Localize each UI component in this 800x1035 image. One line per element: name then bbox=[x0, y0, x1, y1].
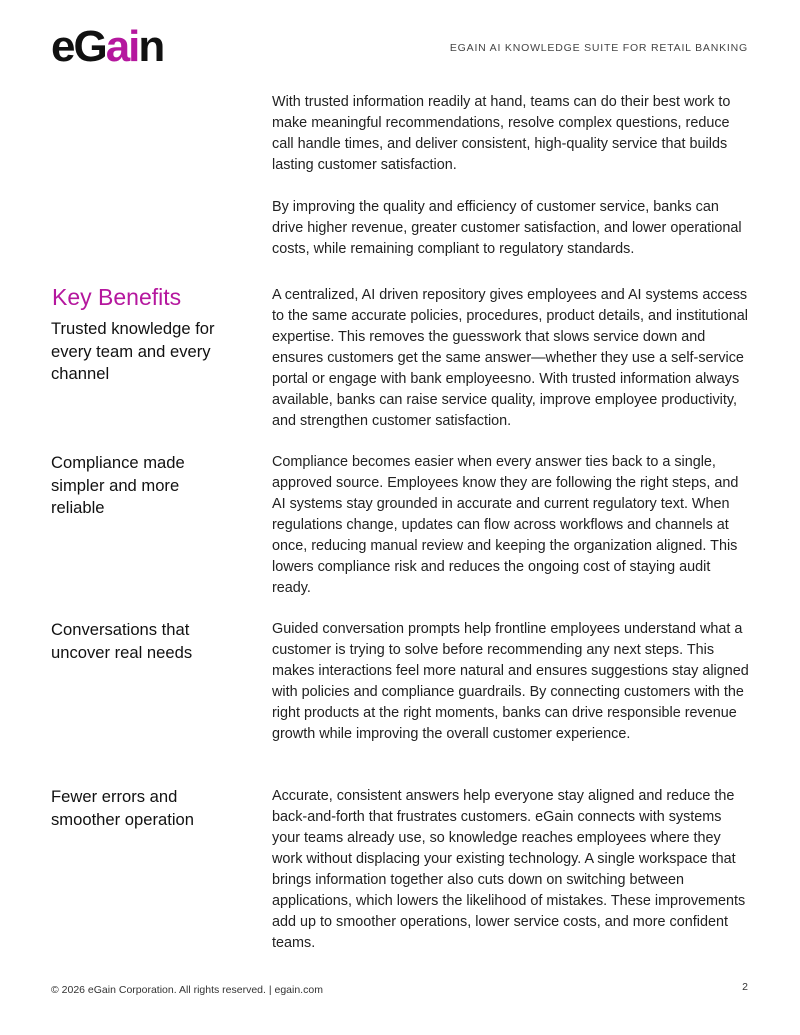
benefit-heading-trusted-knowledge: Trusted knowledge for every team and every channel bbox=[51, 319, 215, 383]
intro-paragraph-2: By improving the quality and efficiency of customer service, banks can drive higher revenue, greater customer satisfaction, and lower operational costs, while remaining compliant to regulatory standards. bbox=[272, 199, 742, 257]
footer-copyright: © 2026 eGain Corporation. All rights reserved. | egain.com bbox=[51, 984, 323, 996]
benefit-body-fewer-errors: Accurate, consistent answers help everyone stay aligned and reduce the back-and-forth that frustrates customers. eGain connects with systems your teams already use, so knowledge reaches employees where they work without displacing your existing technology. A single workspace that brings information together also cuts down on switching between applications, which lowers the likelihood of mistakes. These improvements add up to smoother operations, lower service costs, and more confident teams. bbox=[272, 788, 746, 951]
header-title: EGAIN AI KNOWLEDGE SUITE FOR RETAIL BANKING bbox=[449, 42, 748, 54]
benefit-body-conversations: Guided conversation prompts help frontline employees understand what a customer is trying to solve before recommending any next steps. This makes interactions feel more natural and ensures suggestions stay aligned with policies and compliance guardrails. By connecting customers with the right products at the right moments, banks can drive responsible revenue growth while improving the overall customer experience. bbox=[272, 621, 749, 742]
benefit-heading-compliance: Compliance made simpler and more reliable bbox=[51, 453, 185, 517]
benefit-body-trusted-knowledge: A centralized, AI driven repository gives employees and AI systems access to the same accurate policies, procedures, product details, and institutional expertise. This removes the guesswork that slows service down and ensures customers get the same answer—whether they use a self-service portal or engage with bank employeesno. With trusted information always available, banks can raise service quality, improve employee productivity, and strengthen customer satisfaction. bbox=[272, 287, 748, 429]
egain-logo: eGain bbox=[51, 22, 164, 71]
benefit-heading-conversations: Conversations that uncover real needs bbox=[51, 620, 193, 662]
benefit-heading-fewer-errors: Fewer errors and smoother operation bbox=[51, 787, 194, 829]
key-benefits-title: Key Benefits bbox=[52, 284, 182, 310]
benefit-body-compliance: Compliance becomes easier when every answer ties back to a single, approved source. Employees know they are following the right steps, and AI systems stay grounded in accurate and current regulatory text. When regulations change, updates can flow across workflows and channels at once, reducing manual review and keeping the organization aligned. This lowers compliance risk and reduces the ongoing cost of staying audit ready. bbox=[272, 454, 739, 596]
intro-paragraph-1: With trusted information readily at hand, teams can do their best work to make meaningful recommendations, resolve complex questions, reduce call handle times, and deliver consistent, high-quality service that builds lasting customer satisfaction. bbox=[272, 94, 731, 173]
page-number: 2 bbox=[742, 981, 748, 993]
